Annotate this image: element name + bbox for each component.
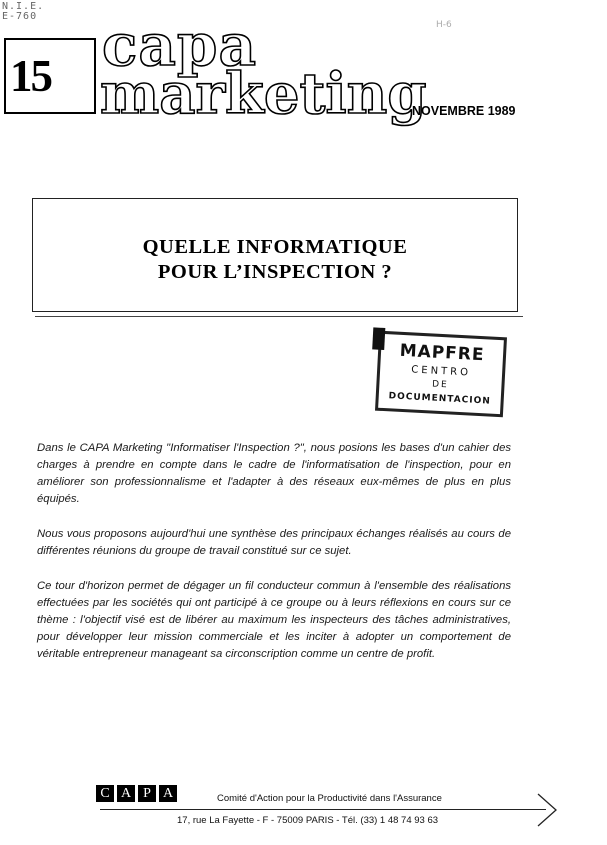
issue-number: 15 [10,51,51,101]
masthead-marketing: marketing [100,61,427,127]
intro-text [37,440,511,681]
margin-note-top-left: N.I.E. E-760 [2,1,45,22]
footer-rule [100,809,546,810]
masthead-capa: capa [102,11,258,79]
capa-logo-letter: A [159,785,177,802]
margin-note-top-right: H-6 [436,20,452,30]
stamp-line-3: DE [431,379,449,391]
intro-paragraph-3: Ce tour d'horizon permet de dégager un fil conducteur commun à l'ensemble des réalisations effectuées par les sociétés qui ont participé à ce groupe ou à leurs réflexions en cours sur ce thème : l'objectif visé est de libérer au maximum les inspecteurs des tâches administratives, pour développer leur mission commerciale et les inciter à adopter un comportement de véritable entrepreneur manageant sa circonscription comme un centre de profit. [37,580,511,660]
arrow-right-icon [536,793,558,827]
stamp-brand: MAPFRE [399,340,485,366]
capa-logo-letter: A [117,785,135,802]
document-title [33,235,517,285]
capa-logo [96,785,177,802]
footer-organization: Comité d'Action pour la Productivité dans l'Assurance [217,793,442,804]
stamp-line-2: CENTRO [411,364,472,379]
footer-address: 17, rue La Fayette - F - 75009 PARIS - Tél. (33) 1 48 74 93 63 [177,815,439,826]
stamp-line-4: DOCUMENTACION [388,391,491,407]
issue-date: NOVEMBRE 1989 [412,104,516,118]
capa-logo-letter: P [138,785,156,802]
library-stamp [375,331,507,418]
intro-paragraph-2: Nous vous proposons aujourd'hui une synthèse des principaux échanges réalisés au cours de différentes réunions du groupe de travail constitué sur ce sujet. [37,528,511,557]
capa-logo-letter: C [96,785,114,802]
title-box [32,198,518,312]
title-line-2: POUR L’INSPECTION ? [157,261,393,283]
intro-paragraph-1: Dans le CAPA Marketing "Informatiser l'Inspection ?", nous posions les bases d'un cahier des charges à prendre en compte dans le cadre de l'informatisation de l'inspection, pour en améliorer son professionnalisme et l'adapter à des réseaux eux-mêmes de plus en plus équipés. [37,442,511,505]
title-line-1: QUELLE INFORMATIQUE [142,236,408,258]
